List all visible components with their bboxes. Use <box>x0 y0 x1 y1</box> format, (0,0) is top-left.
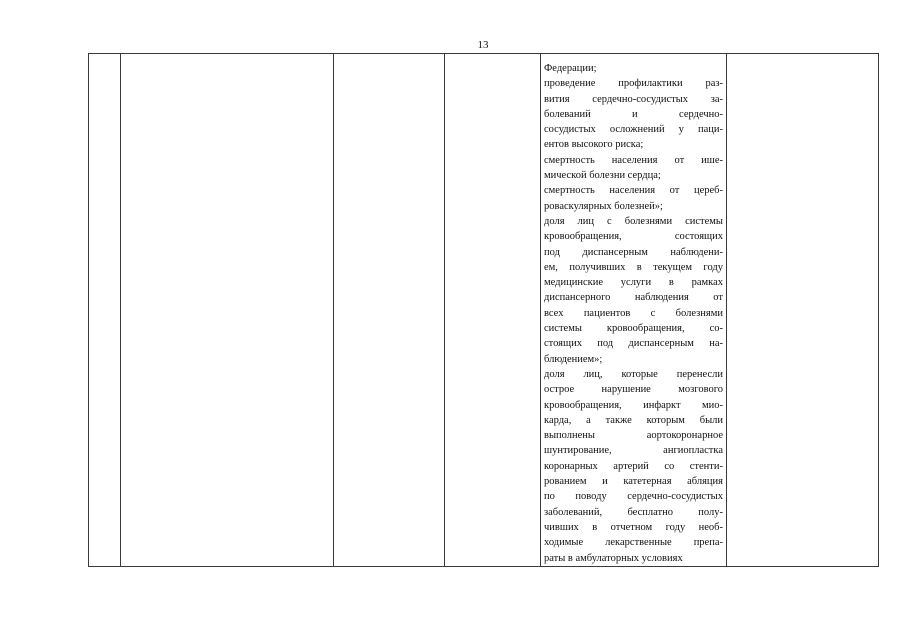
text-line: системы кровообращения, со- <box>544 323 723 335</box>
text-line: кровообращения, инфаркт мио- <box>544 399 723 411</box>
table-cell-col-6 <box>727 54 879 567</box>
text-line: стоящих под диспансерным на- <box>544 338 723 350</box>
text-line: всех пациентов с болезнями <box>544 307 723 319</box>
indicators-text <box>544 61 723 566</box>
text-line: выполнены аортокоронарное <box>544 430 723 442</box>
document-table <box>88 53 879 567</box>
text-line: болеваний и сердечно- <box>544 108 723 120</box>
table-cell-col-1 <box>89 54 121 567</box>
text-line: рованием и катетерная абляция <box>544 476 723 488</box>
table-cell-col-3 <box>334 54 445 567</box>
text-line: смертность населения от цереб- <box>544 185 723 197</box>
text-line: карда, а также которым были <box>544 414 723 426</box>
text-line: коронарных артерий со стенти- <box>544 460 723 472</box>
text-line: ходимые лекарственные препа- <box>544 537 723 549</box>
text-line: сосудистых осложнений у паци- <box>544 124 723 136</box>
text-line: кровообращения, состоящих <box>544 231 723 243</box>
text-line: шунтирование, ангиопластка <box>544 445 723 457</box>
table-cell-col-4 <box>445 54 541 567</box>
text-line: блюдением»; <box>544 353 603 365</box>
text-line: смертность населения от ише- <box>544 154 723 166</box>
text-line: вития сердечно-сосудистых за- <box>544 93 723 105</box>
text-line: проведение профилактики раз- <box>544 78 723 90</box>
text-line: раты в амбулаторных условиях <box>544 552 683 564</box>
text-line: медицинские услуги в рамках <box>544 277 723 289</box>
text-line: диспансерного наблюдения от <box>544 292 723 304</box>
text-line: чивших в отчетном году необ- <box>544 521 723 533</box>
table-row <box>89 54 879 567</box>
text-line: доля лиц с болезнями системы <box>544 215 723 227</box>
text-line: под диспансерным наблюдени- <box>544 246 723 258</box>
text-line: доля лиц, которые перенесли <box>544 368 723 380</box>
text-line: ем, получивших в текущем году <box>544 261 723 273</box>
page-number: 13 <box>477 39 489 51</box>
text-line: роваскулярных болезней»; <box>544 200 663 212</box>
table-cell-col-2 <box>121 54 334 567</box>
text-line: мической болезни сердца; <box>544 170 661 182</box>
text-line: заболеваний, бесплатно полу- <box>544 506 723 518</box>
text-line: острое нарушение мозгового <box>544 384 723 396</box>
text-line: ентов высокого риска; <box>544 139 644 151</box>
table-cell-indicators <box>541 54 727 567</box>
text-line: Федерации; <box>544 63 597 74</box>
text-line: по поводу сердечно-сосудистых <box>544 491 723 503</box>
